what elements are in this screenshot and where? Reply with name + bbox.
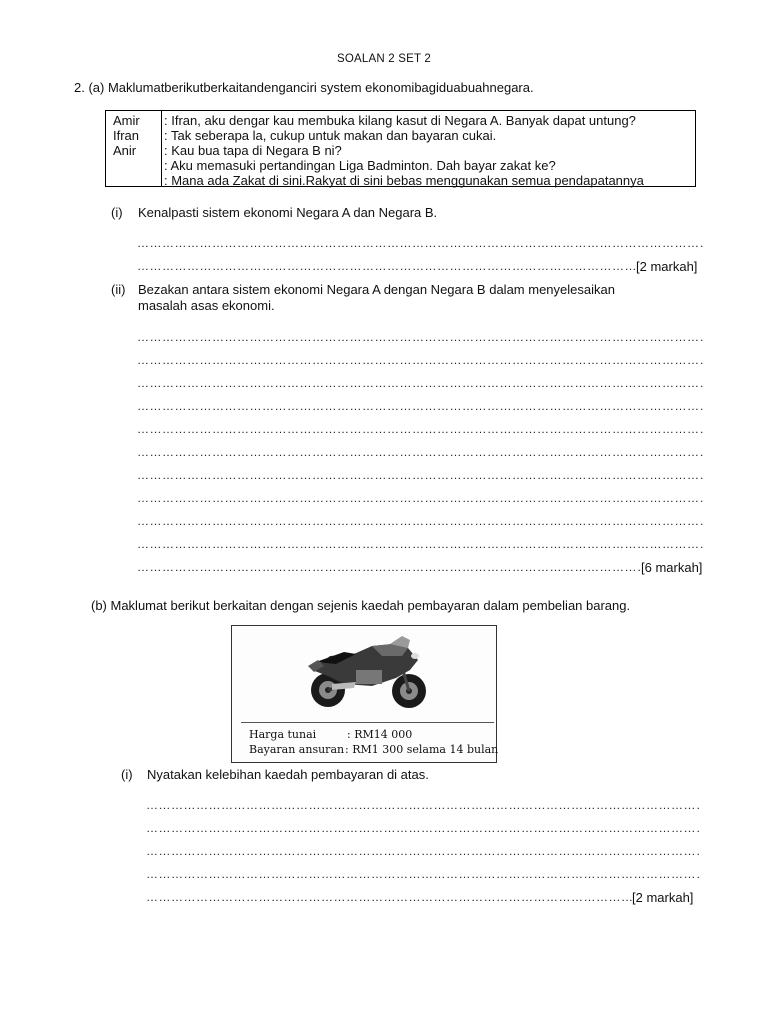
part-b-i-question: Nyatakan kelebihan kaedah pembayaran di atas. <box>147 767 429 782</box>
cash-price-label: Harga tunai <box>249 728 317 741</box>
marks-label: [2 markah] <box>636 259 698 274</box>
dialogue-lines <box>164 113 644 188</box>
motorcycle-price-figure <box>231 625 497 763</box>
answer-line[interactable] <box>146 867 699 881</box>
answer-line[interactable] <box>146 798 699 812</box>
question-b-intro: (b) Maklumat berikut berkaitan dengan sejenis kaedah pembayaran dalam pembelian barang. <box>91 598 631 613</box>
answer-line[interactable] <box>137 468 704 482</box>
answer-line[interactable] <box>137 259 636 273</box>
part-a-ii-number: (ii) <box>111 282 126 297</box>
motorcycle-icon <box>232 626 496 722</box>
part-a-i-number: (i) <box>111 205 123 220</box>
answer-line[interactable] <box>146 890 632 904</box>
answer-line[interactable] <box>137 353 704 367</box>
dialogue-box <box>105 110 696 187</box>
answer-line[interactable] <box>137 422 704 436</box>
page-title: SOALAN 2 SET 2 <box>337 53 431 65</box>
part-a-i-question: Kenalpasti sistem ekonomi Negara A dan Negara B. <box>138 205 438 220</box>
dialogue-line: : Ifran, aku dengar kau membuka kilang kasut di Negara A. Banyak dapat untung? <box>164 113 636 128</box>
answer-line[interactable] <box>137 537 704 551</box>
marks-label: [2 markah] <box>632 890 694 905</box>
cash-price-value: : RM14 000 <box>347 728 413 741</box>
answer-line[interactable] <box>137 330 704 344</box>
answer-line[interactable] <box>137 399 704 413</box>
speaker-name: Ifran <box>113 128 140 143</box>
answer-line[interactable] <box>146 844 699 858</box>
answer-line[interactable] <box>137 514 704 528</box>
price-table <box>241 722 499 759</box>
instalment-label: Bayaran ansuran <box>249 743 345 756</box>
answer-line[interactable] <box>137 236 704 250</box>
dialogue-line: : Tak seberapa la, cukup untuk makan dan bayaran cukai. <box>164 128 497 143</box>
marks-label: [6 markah] <box>641 560 703 575</box>
answer-line[interactable] <box>137 491 704 505</box>
dialogue-divider <box>161 111 162 186</box>
answer-line[interactable] <box>137 376 704 390</box>
part-a-ii-question-line2: masalah asas ekonomi. <box>138 298 275 313</box>
dialogue-line: : Aku memasuki pertandingan Liga Badminton. Dah bayar zakat ke? <box>164 158 556 173</box>
speaker-column <box>113 113 140 158</box>
part-a-ii-question-line1: Bezakan antara sistem ekonomi Negara A dengan Negara B dalam menyelesaikan <box>138 282 615 297</box>
instalment-value: : RM1 300 selama 14 bulan <box>345 743 499 756</box>
answer-line[interactable] <box>137 560 641 574</box>
question-2a-intro: 2. (a) Maklumatberikutberkaitandenganciri system ekonomibagiduabuahnegara. <box>74 80 534 95</box>
answer-line[interactable] <box>137 445 704 459</box>
speaker-name: Anir <box>113 143 137 158</box>
part-b-i-number: (i) <box>121 767 133 782</box>
speaker-name: Amir <box>113 113 140 128</box>
answer-line[interactable] <box>146 821 699 835</box>
dialogue-line: : Mana ada Zakat di sini.Rakyat di sini bebas menggunakan semua pendapatannya <box>164 173 644 188</box>
dialogue-line: : Kau bua tapa di Negara B ni? <box>164 143 342 158</box>
